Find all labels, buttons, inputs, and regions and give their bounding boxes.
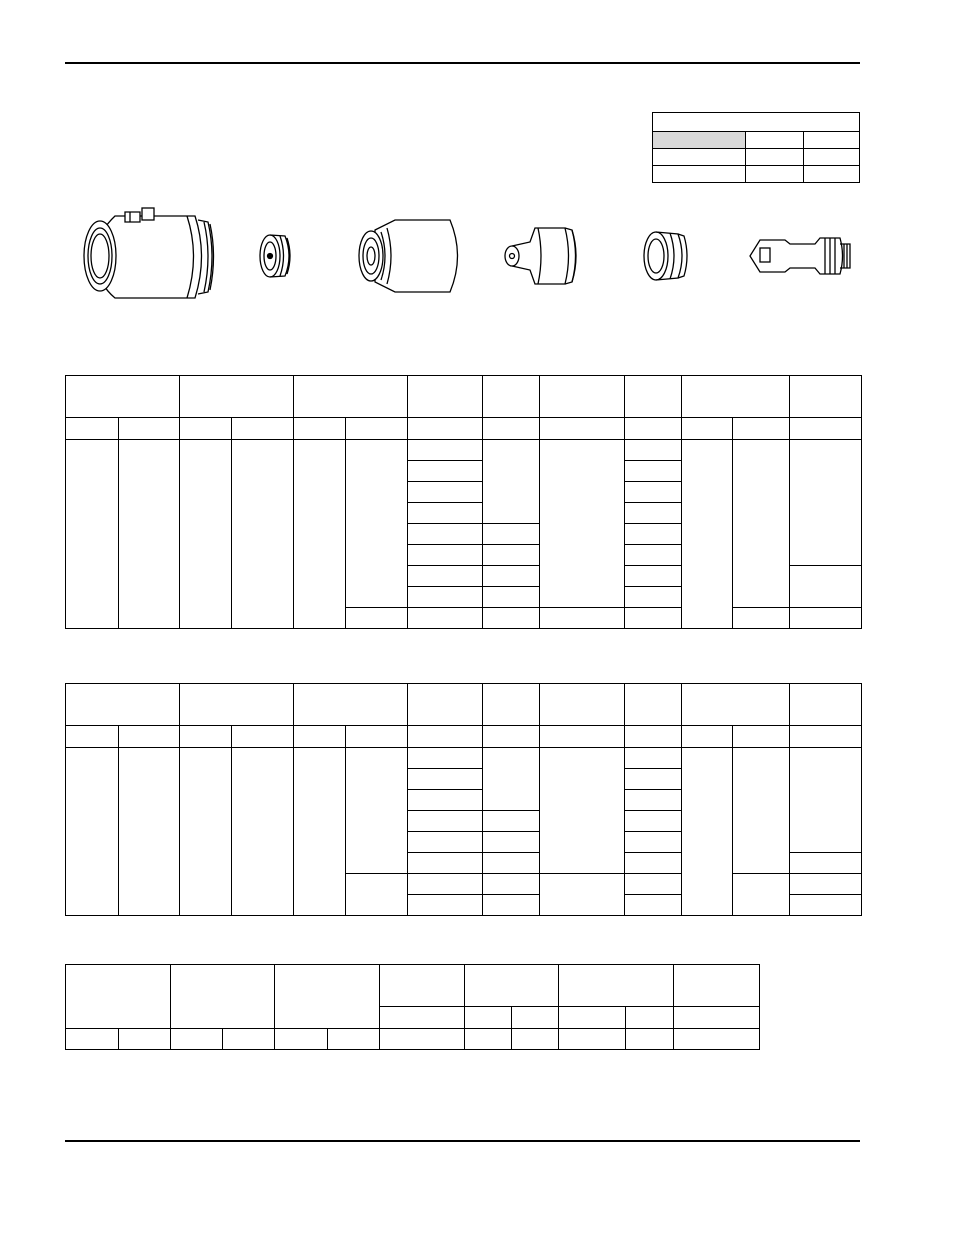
group-header [483, 684, 540, 726]
table-cell [483, 545, 540, 566]
sub-header [180, 418, 232, 440]
sub-header [682, 726, 733, 748]
table-cell [625, 566, 682, 587]
sub-header [66, 1029, 119, 1050]
table-cell [66, 440, 119, 629]
table-cell [682, 440, 733, 629]
legend-cell [653, 132, 746, 149]
sub-header [294, 418, 346, 440]
table-cell [232, 440, 294, 629]
table-cell [540, 748, 625, 874]
table-cell [790, 566, 862, 608]
sub-header [540, 418, 625, 440]
sub-header [733, 418, 790, 440]
sub-header [483, 418, 540, 440]
legend-cell [746, 166, 804, 183]
table-cell [625, 545, 682, 566]
sub-header [559, 1007, 626, 1029]
legend-title [653, 113, 860, 132]
group-header [674, 965, 760, 1007]
group-header [790, 684, 862, 726]
table-cell [625, 440, 682, 461]
group-header [559, 965, 674, 1007]
table-cell [408, 440, 483, 461]
sub-header [380, 1007, 465, 1029]
table-cell [540, 608, 625, 629]
table-cell [483, 895, 540, 916]
sub-header [119, 418, 180, 440]
table-cell [408, 895, 483, 916]
sub-header [294, 726, 346, 748]
table-cell [483, 524, 540, 545]
sub-header [674, 1007, 760, 1029]
group-header [625, 684, 682, 726]
group-header [66, 684, 180, 726]
sub-header [625, 418, 682, 440]
legend-cell [746, 149, 804, 166]
footer-rule [65, 1140, 860, 1142]
table-cell [408, 545, 483, 566]
table-cell [119, 748, 180, 916]
sub-header [66, 418, 119, 440]
sub-header [465, 1007, 512, 1029]
table-cell [465, 1029, 512, 1050]
table-cell [625, 811, 682, 832]
group-header [180, 376, 294, 418]
group-header [465, 965, 559, 1007]
table-cell [408, 461, 483, 482]
table-cell [483, 874, 540, 895]
table-cell [408, 587, 483, 608]
sub-header [232, 726, 294, 748]
sub-header [171, 1029, 223, 1050]
consumables-illustration [70, 200, 870, 310]
sub-header [733, 726, 790, 748]
table-cell [346, 874, 408, 916]
sub-header [328, 1029, 380, 1050]
table-cell [625, 482, 682, 503]
table-cell [408, 524, 483, 545]
legend-cell [804, 166, 860, 183]
header-rule [65, 62, 860, 64]
table-cell [346, 440, 408, 608]
table-cell [408, 769, 483, 790]
table-cell [733, 440, 790, 608]
process-table-3 [65, 964, 760, 1050]
table-cell [408, 790, 483, 811]
legend-cell [653, 166, 746, 183]
table-cell [790, 874, 862, 895]
sub-header [232, 418, 294, 440]
group-header [790, 376, 862, 418]
table-cell [483, 566, 540, 587]
table-cell [346, 748, 408, 874]
group-header [540, 376, 625, 418]
table-cell [408, 748, 483, 769]
group-header [294, 684, 408, 726]
sub-header [180, 726, 232, 748]
table-cell [733, 874, 790, 916]
retaining-cap-icon [359, 220, 458, 292]
table-cell [625, 874, 682, 895]
table-cell [625, 503, 682, 524]
table-cell [625, 608, 682, 629]
table-cell [790, 440, 862, 566]
process-table-1 [65, 375, 862, 629]
table-cell [625, 769, 682, 790]
table-cell [625, 524, 682, 545]
group-header [682, 376, 790, 418]
sub-header [512, 1007, 559, 1029]
group-header [682, 684, 790, 726]
table-cell [180, 748, 232, 916]
table-cell [483, 832, 540, 853]
group-header [408, 376, 483, 418]
sub-header [275, 1029, 328, 1050]
table-cell [790, 895, 862, 916]
table-cell [512, 1029, 559, 1050]
table-cell [625, 790, 682, 811]
table-cell [408, 832, 483, 853]
table-cell [682, 748, 733, 916]
table-cell [408, 811, 483, 832]
table-cell [625, 587, 682, 608]
table-cell [346, 608, 408, 629]
table-cell [625, 853, 682, 874]
legend-cell [653, 149, 746, 166]
sub-header [408, 418, 483, 440]
table-cell [790, 748, 862, 853]
group-header [275, 965, 380, 1029]
table-cell [380, 1029, 465, 1050]
table-cell [408, 874, 483, 895]
table-cell [790, 608, 862, 629]
table-cell [790, 853, 862, 874]
group-header [408, 684, 483, 726]
sub-header [346, 726, 408, 748]
sub-header [625, 726, 682, 748]
group-header [171, 965, 275, 1029]
table-cell [625, 895, 682, 916]
table-cell [483, 811, 540, 832]
swirl-ring-icon [644, 232, 687, 280]
table-cell [625, 748, 682, 769]
electrode-icon [750, 238, 850, 274]
table-cell [483, 608, 540, 629]
sub-header [540, 726, 625, 748]
group-header [625, 376, 682, 418]
legend-cell [804, 149, 860, 166]
table-cell [180, 440, 232, 629]
table-cell [232, 748, 294, 916]
sub-header [682, 418, 733, 440]
legend-cell [746, 132, 804, 149]
sub-header [346, 418, 408, 440]
sub-header [119, 726, 180, 748]
table-cell [408, 482, 483, 503]
table-cell [625, 832, 682, 853]
table-cell [483, 853, 540, 874]
swirl-ring-small-icon [260, 235, 290, 277]
group-header [540, 684, 625, 726]
table-cell [559, 1029, 626, 1050]
table-cell [408, 566, 483, 587]
table-cell [294, 440, 346, 629]
nozzle-icon [505, 228, 576, 284]
table-cell [733, 748, 790, 874]
group-header [66, 376, 180, 418]
table-cell [483, 440, 540, 524]
sub-header [408, 726, 483, 748]
group-header [180, 684, 294, 726]
table-cell [625, 461, 682, 482]
table-cell [674, 1029, 760, 1050]
sub-header [790, 418, 862, 440]
table-cell [119, 440, 180, 629]
group-header [66, 965, 171, 1029]
legend-table [652, 112, 860, 183]
table-cell [408, 503, 483, 524]
sub-header [790, 726, 862, 748]
table-cell [733, 608, 790, 629]
table-cell [294, 748, 346, 916]
process-table-2 [65, 683, 862, 916]
legend-cell [804, 132, 860, 149]
group-header [483, 376, 540, 418]
group-header [380, 965, 465, 1007]
table-cell [540, 440, 625, 608]
table-cell [483, 587, 540, 608]
table-cell [66, 748, 119, 916]
shield-icon [84, 208, 214, 298]
sub-header [223, 1029, 275, 1050]
table-cell [483, 748, 540, 811]
table-cell [540, 874, 625, 916]
sub-header [119, 1029, 171, 1050]
table-cell [626, 1029, 674, 1050]
table-cell [408, 608, 483, 629]
table-cell [408, 853, 483, 874]
sub-header [626, 1007, 674, 1029]
sub-header [483, 726, 540, 748]
group-header [294, 376, 408, 418]
sub-header [66, 726, 119, 748]
